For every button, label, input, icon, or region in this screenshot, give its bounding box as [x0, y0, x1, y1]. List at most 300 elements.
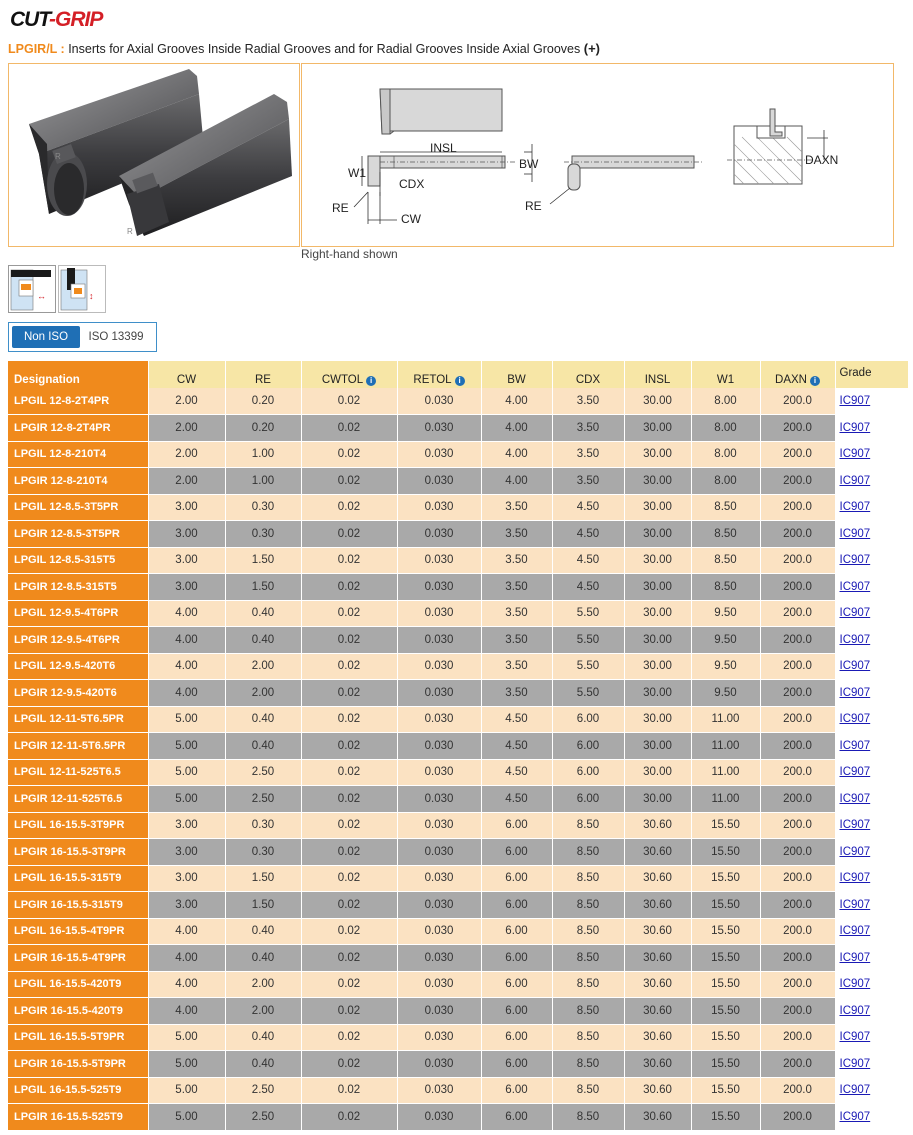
cell-designation: LPGIR 12-8.5-3T5PR — [8, 521, 148, 548]
cell-bw: 4.00 — [481, 388, 552, 415]
table-row[interactable] — [8, 892, 908, 919]
cell-re: 0.40 — [225, 945, 301, 972]
table-row[interactable] — [8, 600, 908, 627]
grade-link[interactable]: IC907 — [839, 872, 871, 885]
dim-label-insl: INSL — [430, 141, 457, 155]
grade-link[interactable]: IC907 — [839, 1084, 871, 1097]
cell-re: 2.50 — [225, 759, 301, 786]
dim-label-bw: BW — [519, 157, 539, 171]
cell-cwtol: 0.02 — [301, 415, 397, 442]
cell-w1: 11.00 — [691, 759, 760, 786]
cell-retol: 0.030 — [397, 1104, 481, 1131]
cell-cwtol: 0.02 — [301, 494, 397, 521]
cell-grade — [835, 839, 908, 866]
dimension-drawing — [302, 64, 893, 246]
info-icon[interactable]: i — [455, 376, 465, 386]
cell-bw: 4.00 — [481, 468, 552, 495]
cell-re: 0.40 — [225, 1051, 301, 1078]
cell-insl: 30.60 — [624, 1051, 691, 1078]
table-row[interactable] — [8, 441, 908, 468]
cell-cdx: 3.50 — [552, 415, 624, 442]
col-w1[interactable] — [691, 361, 760, 388]
cell-re: 2.50 — [225, 1104, 301, 1131]
col-daxn-label: DAXN — [775, 374, 807, 386]
col-retol-label: RETOL — [413, 374, 452, 386]
cell-daxn: 200.0 — [760, 786, 835, 813]
cell-daxn: 200.0 — [760, 653, 835, 680]
cell-cdx: 8.50 — [552, 1077, 624, 1104]
cell-grade — [835, 945, 908, 972]
inserts-photo-illustration — [9, 64, 299, 246]
table-row[interactable] — [8, 971, 908, 998]
col-insl-label: INSL — [644, 374, 671, 386]
cell-retol: 0.030 — [397, 998, 481, 1025]
table-row[interactable] — [8, 1077, 908, 1104]
cell-cdx: 8.50 — [552, 865, 624, 892]
cell-daxn: 200.0 — [760, 1104, 835, 1131]
cell-retol: 0.030 — [397, 706, 481, 733]
grade-link[interactable]: IC907 — [839, 474, 871, 487]
cell-cdx: 8.50 — [552, 812, 624, 839]
cell-cw: 4.00 — [148, 945, 225, 972]
cell-insl: 30.60 — [624, 1024, 691, 1051]
cell-grade — [835, 415, 908, 442]
dim-label-re: RE — [332, 201, 349, 215]
cell-bw: 6.00 — [481, 812, 552, 839]
cell-designation: LPGIR 16-15.5-3T9PR — [8, 839, 148, 866]
cell-cwtol: 0.02 — [301, 812, 397, 839]
cell-retol: 0.030 — [397, 574, 481, 601]
cell-bw: 4.00 — [481, 415, 552, 442]
product-photo — [8, 63, 300, 247]
grade-link[interactable]: IC907 — [839, 951, 871, 964]
cell-w1: 15.50 — [691, 918, 760, 945]
cell-bw: 3.50 — [481, 521, 552, 548]
grade-link[interactable]: IC907 — [839, 845, 871, 858]
cell-designation: LPGIR 12-11-525T6.5 — [8, 786, 148, 813]
cell-cwtol: 0.02 — [301, 918, 397, 945]
cell-retol: 0.030 — [397, 653, 481, 680]
cell-insl: 30.00 — [624, 574, 691, 601]
grade-link[interactable]: IC907 — [839, 819, 871, 832]
cell-grade — [835, 600, 908, 627]
cell-designation: LPGIR 16-15.5-525T9 — [8, 1104, 148, 1131]
cell-daxn: 200.0 — [760, 415, 835, 442]
cell-bw: 6.00 — [481, 865, 552, 892]
cell-re: 0.30 — [225, 494, 301, 521]
table-row[interactable] — [8, 468, 908, 495]
cell-designation: LPGIR 12-9.5-420T6 — [8, 680, 148, 707]
grade-link[interactable]: IC907 — [839, 633, 871, 646]
table-row[interactable] — [8, 706, 908, 733]
grade-link[interactable]: IC907 — [839, 448, 871, 461]
info-icon[interactable]: i — [810, 376, 820, 386]
cell-cdx: 8.50 — [552, 971, 624, 998]
cell-cwtol: 0.02 — [301, 706, 397, 733]
cell-cwtol: 0.02 — [301, 627, 397, 654]
cell-bw: 3.50 — [481, 574, 552, 601]
cell-re: 0.40 — [225, 1024, 301, 1051]
grade-link[interactable]: IC907 — [839, 898, 871, 911]
cell-cwtol: 0.02 — [301, 998, 397, 1025]
cell-w1: 9.50 — [691, 627, 760, 654]
cell-retol: 0.030 — [397, 786, 481, 813]
cell-designation: LPGIL 12-8.5-315T5 — [8, 547, 148, 574]
cell-insl: 30.60 — [624, 865, 691, 892]
cell-designation: LPGIL 16-15.5-420T9 — [8, 971, 148, 998]
cell-cwtol: 0.02 — [301, 1051, 397, 1078]
cell-cw: 3.00 — [148, 892, 225, 919]
info-icon[interactable]: i — [366, 376, 376, 386]
cell-retol: 0.030 — [397, 547, 481, 574]
cell-grade — [835, 971, 908, 998]
cell-re: 0.20 — [225, 415, 301, 442]
inserts-table — [8, 361, 909, 1131]
grade-link[interactable]: IC907 — [839, 925, 871, 938]
cell-designation: LPGIL 16-15.5-3T9PR — [8, 812, 148, 839]
insert-mark-back: R — [55, 152, 61, 161]
cell-cw: 5.00 — [148, 1077, 225, 1104]
cell-designation: LPGIL 16-15.5-5T9PR — [8, 1024, 148, 1051]
cell-cdx: 6.00 — [552, 786, 624, 813]
dim-label-cw: CW — [401, 212, 421, 226]
table-row[interactable] — [8, 653, 908, 680]
cell-cwtol: 0.02 — [301, 945, 397, 972]
family-code: LPGIR/L : — [8, 42, 65, 56]
cell-cw: 3.00 — [148, 574, 225, 601]
cell-bw: 6.00 — [481, 971, 552, 998]
cell-w1: 8.00 — [691, 388, 760, 415]
cell-cdx: 3.50 — [552, 468, 624, 495]
cell-designation: LPGIR 12-11-5T6.5PR — [8, 733, 148, 760]
cell-bw: 6.00 — [481, 1051, 552, 1078]
cell-insl: 30.00 — [624, 653, 691, 680]
cell-cwtol: 0.02 — [301, 865, 397, 892]
col-insl[interactable] — [624, 361, 691, 388]
grade-link[interactable]: IC907 — [839, 686, 871, 699]
col-bw[interactable] — [481, 361, 552, 388]
cell-cw: 4.00 — [148, 680, 225, 707]
cell-cwtol: 0.02 — [301, 680, 397, 707]
table-row[interactable] — [8, 1104, 908, 1131]
cell-re: 1.00 — [225, 468, 301, 495]
cell-bw: 4.50 — [481, 733, 552, 760]
cell-cdx: 8.50 — [552, 918, 624, 945]
cell-cw: 5.00 — [148, 1104, 225, 1131]
cutgrip-logo — [10, 8, 102, 32]
non-iso-button[interactable]: Non ISO — [12, 326, 80, 348]
cell-bw: 6.00 — [481, 892, 552, 919]
cell-insl: 30.60 — [624, 892, 691, 919]
cell-cw: 3.00 — [148, 494, 225, 521]
table-row[interactable] — [8, 521, 908, 548]
cell-re: 1.50 — [225, 574, 301, 601]
cell-designation: LPGIL 12-9.5-420T6 — [8, 653, 148, 680]
cell-w1: 11.00 — [691, 786, 760, 813]
grade-link[interactable]: IC907 — [839, 527, 871, 540]
table-row[interactable] — [8, 733, 908, 760]
cell-cw: 5.00 — [148, 1051, 225, 1078]
cell-bw: 6.00 — [481, 839, 552, 866]
cell-insl: 30.00 — [624, 733, 691, 760]
table-row[interactable] — [8, 1051, 908, 1078]
cell-insl: 30.60 — [624, 839, 691, 866]
cell-bw: 4.00 — [481, 441, 552, 468]
col-bw-label: BW — [507, 374, 526, 386]
cell-cwtol: 0.02 — [301, 468, 397, 495]
grade-link[interactable]: IC907 — [839, 739, 871, 752]
cell-cw: 5.00 — [148, 759, 225, 786]
cell-re: 2.50 — [225, 1077, 301, 1104]
cell-cwtol: 0.02 — [301, 1104, 397, 1131]
cell-retol: 0.030 — [397, 388, 481, 415]
cell-cw: 2.00 — [148, 415, 225, 442]
cell-retol: 0.030 — [397, 918, 481, 945]
cell-grade — [835, 1104, 908, 1131]
cell-daxn: 200.0 — [760, 680, 835, 707]
svg-text:↕: ↕ — [89, 291, 94, 301]
cell-grade — [835, 1051, 908, 1078]
grade-link[interactable]: IC907 — [839, 607, 871, 620]
col-cw[interactable] — [148, 361, 225, 388]
cell-insl: 30.00 — [624, 388, 691, 415]
grade-link[interactable]: IC907 — [839, 501, 871, 514]
cell-w1: 8.50 — [691, 547, 760, 574]
col-w1-label: W1 — [716, 374, 735, 386]
cell-retol: 0.030 — [397, 415, 481, 442]
cell-insl: 30.00 — [624, 627, 691, 654]
page-subtitle — [8, 41, 600, 56]
table-row[interactable] — [8, 945, 908, 972]
cell-insl: 30.00 — [624, 600, 691, 627]
cell-cw: 3.00 — [148, 865, 225, 892]
cell-designation: LPGIL 12-8-2T4PR — [8, 388, 148, 415]
cell-cwtol: 0.02 — [301, 971, 397, 998]
cell-daxn: 200.0 — [760, 812, 835, 839]
thumb-axial-icon — [9, 266, 55, 312]
cell-grade — [835, 627, 908, 654]
cell-re: 0.40 — [225, 600, 301, 627]
grade-link[interactable]: IC907 — [839, 978, 871, 991]
cell-w1: 8.50 — [691, 494, 760, 521]
cell-cdx: 8.50 — [552, 1104, 624, 1131]
drawing-caption: Right-hand shown — [301, 247, 398, 261]
cell-cdx: 5.50 — [552, 653, 624, 680]
grade-link[interactable]: IC907 — [839, 713, 871, 726]
cell-grade — [835, 574, 908, 601]
table-header-row — [8, 361, 908, 388]
cell-cwtol: 0.02 — [301, 786, 397, 813]
cell-grade — [835, 468, 908, 495]
cell-cdx: 5.50 — [552, 627, 624, 654]
insert-mark-front: R — [127, 227, 133, 236]
iso-13399-button[interactable]: ISO 13399 — [88, 331, 144, 343]
table-row[interactable] — [8, 998, 908, 1025]
cell-re: 2.50 — [225, 786, 301, 813]
table-row[interactable] — [8, 839, 908, 866]
cell-cw: 4.00 — [148, 918, 225, 945]
col-cdx-label: CDX — [575, 374, 601, 386]
cell-retol: 0.030 — [397, 441, 481, 468]
cell-cwtol: 0.02 — [301, 547, 397, 574]
cell-retol: 0.030 — [397, 839, 481, 866]
cell-cdx: 8.50 — [552, 1051, 624, 1078]
cell-w1: 15.50 — [691, 998, 760, 1025]
cell-re: 2.00 — [225, 653, 301, 680]
table-body — [8, 388, 908, 1130]
cell-cdx: 8.50 — [552, 892, 624, 919]
cell-cw: 5.00 — [148, 706, 225, 733]
cell-retol: 0.030 — [397, 812, 481, 839]
cell-designation: LPGIL 16-15.5-525T9 — [8, 1077, 148, 1104]
grade-link[interactable]: IC907 — [839, 554, 871, 567]
cell-designation: LPGIR 16-15.5-315T9 — [8, 892, 148, 919]
cell-cdx: 8.50 — [552, 839, 624, 866]
grade-link[interactable]: IC907 — [839, 395, 871, 407]
svg-text:↔: ↔ — [37, 291, 46, 301]
table-row[interactable] — [8, 1024, 908, 1051]
cell-designation: LPGIR 12-8-2T4PR — [8, 415, 148, 442]
dim-label-re-2: RE — [525, 199, 542, 213]
cell-daxn: 200.0 — [760, 494, 835, 521]
cell-insl: 30.00 — [624, 680, 691, 707]
cell-re: 1.00 — [225, 441, 301, 468]
col-daxn[interactable] — [760, 361, 835, 388]
cell-w1: 15.50 — [691, 1051, 760, 1078]
cell-daxn: 200.0 — [760, 706, 835, 733]
cell-daxn: 200.0 — [760, 521, 835, 548]
cell-daxn: 200.0 — [760, 468, 835, 495]
cell-cwtol: 0.02 — [301, 1024, 397, 1051]
cell-retol: 0.030 — [397, 1051, 481, 1078]
cell-w1: 8.00 — [691, 468, 760, 495]
cell-bw: 3.50 — [481, 680, 552, 707]
cell-daxn: 200.0 — [760, 733, 835, 760]
cell-grade — [835, 494, 908, 521]
cell-retol: 0.030 — [397, 971, 481, 998]
cell-retol: 0.030 — [397, 468, 481, 495]
cell-cwtol: 0.02 — [301, 892, 397, 919]
cell-bw: 6.00 — [481, 1104, 552, 1131]
cell-cdx: 4.50 — [552, 494, 624, 521]
table-row[interactable] — [8, 759, 908, 786]
grade-link[interactable]: IC907 — [839, 660, 871, 673]
grade-link[interactable]: IC907 — [839, 1004, 871, 1017]
grade-link[interactable]: IC907 — [839, 580, 871, 593]
table-row[interactable] — [8, 494, 908, 521]
grade-link[interactable]: IC907 — [839, 1110, 871, 1123]
standard-toggle — [8, 322, 157, 352]
grade-link[interactable]: IC907 — [839, 421, 871, 434]
table-row[interactable] — [8, 918, 908, 945]
cell-re: 0.30 — [225, 839, 301, 866]
cell-re: 0.30 — [225, 812, 301, 839]
cell-re: 2.00 — [225, 680, 301, 707]
cell-bw: 3.50 — [481, 600, 552, 627]
cell-cw: 3.00 — [148, 521, 225, 548]
expand-plus-toggle[interactable]: (+) — [583, 41, 600, 56]
cell-grade — [835, 733, 908, 760]
cell-cwtol: 0.02 — [301, 388, 397, 415]
cell-re: 1.50 — [225, 547, 301, 574]
cell-grade — [835, 653, 908, 680]
col-re-label: RE — [255, 374, 271, 386]
cell-retol: 0.030 — [397, 521, 481, 548]
dim-label-cdx: CDX — [399, 177, 425, 191]
table-row[interactable] — [8, 786, 908, 813]
cell-insl: 30.00 — [624, 415, 691, 442]
cell-cw: 4.00 — [148, 653, 225, 680]
cell-w1: 9.50 — [691, 680, 760, 707]
col-cwtol-label: CWTOL — [321, 374, 364, 386]
cell-retol: 0.030 — [397, 680, 481, 707]
cell-cwtol: 0.02 — [301, 574, 397, 601]
table-row[interactable] — [8, 865, 908, 892]
grade-link[interactable]: IC907 — [839, 766, 871, 779]
cell-daxn: 200.0 — [760, 945, 835, 972]
cell-bw: 3.50 — [481, 547, 552, 574]
cell-w1: 9.50 — [691, 600, 760, 627]
table-row[interactable] — [8, 574, 908, 601]
table-row[interactable] — [8, 627, 908, 654]
thumb-axial-inside-radial[interactable] — [8, 265, 56, 313]
cell-cdx: 4.50 — [552, 574, 624, 601]
logo-dash: - — [49, 8, 55, 31]
col-cwtol[interactable] — [301, 361, 397, 388]
cell-insl: 30.60 — [624, 918, 691, 945]
cell-grade — [835, 680, 908, 707]
col-cdx[interactable] — [552, 361, 624, 388]
cell-retol: 0.030 — [397, 600, 481, 627]
table-row[interactable] — [8, 388, 908, 415]
cell-cwtol: 0.02 — [301, 839, 397, 866]
table-row[interactable] — [8, 680, 908, 707]
cell-grade — [835, 1077, 908, 1104]
col-grade[interactable]: Grade — [835, 361, 908, 388]
cell-w1: 15.50 — [691, 812, 760, 839]
table-row[interactable] — [8, 812, 908, 839]
table-row[interactable] — [8, 547, 908, 574]
cell-daxn: 200.0 — [760, 971, 835, 998]
thumb-radial-inside-axial[interactable] — [58, 265, 106, 313]
grade-link[interactable]: IC907 — [839, 1031, 871, 1044]
cell-insl: 30.60 — [624, 1077, 691, 1104]
col-designation[interactable]: Designation — [8, 361, 148, 388]
cell-w1: 8.50 — [691, 521, 760, 548]
col-re[interactable] — [225, 361, 301, 388]
cell-w1: 15.50 — [691, 839, 760, 866]
cell-insl: 30.00 — [624, 521, 691, 548]
cell-grade — [835, 441, 908, 468]
cell-w1: 15.50 — [691, 892, 760, 919]
cell-insl: 30.00 — [624, 494, 691, 521]
col-retol[interactable] — [397, 361, 481, 388]
cell-re: 1.50 — [225, 892, 301, 919]
grade-link[interactable]: IC907 — [839, 792, 871, 805]
table-row[interactable] — [8, 415, 908, 442]
cell-cw: 3.00 — [148, 839, 225, 866]
col-cw-label: CW — [176, 374, 197, 386]
cell-insl: 30.00 — [624, 468, 691, 495]
cell-cdx: 6.00 — [552, 706, 624, 733]
cell-insl: 30.00 — [624, 759, 691, 786]
cell-bw: 4.50 — [481, 706, 552, 733]
cell-cw: 3.00 — [148, 812, 225, 839]
grade-link[interactable]: IC907 — [839, 1057, 871, 1070]
cell-bw: 6.00 — [481, 945, 552, 972]
cell-grade — [835, 865, 908, 892]
cell-grade — [835, 1024, 908, 1051]
